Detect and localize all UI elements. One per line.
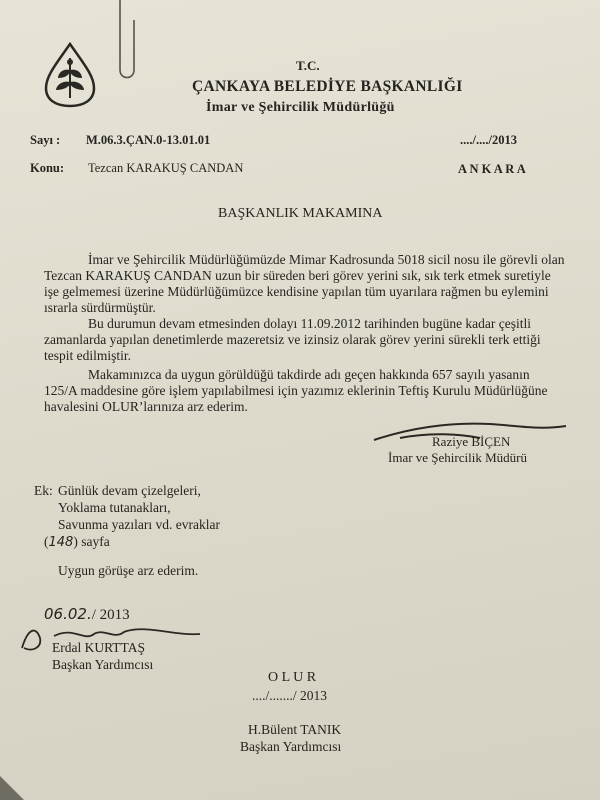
paragraph-3-line-3: havalesini OLUR’larınıza arz ederim. <box>44 399 248 414</box>
attachment-count-handwritten: 148 <box>48 535 74 550</box>
attachments-label: Ek: <box>34 483 53 498</box>
signer2-date-year: / 2013 <box>91 607 130 623</box>
attachment-item-3: Savunma yazıları vd. evraklar <box>58 517 220 532</box>
header-municipality: ÇANKAYA BELEDİYE BAŞKANLIĞI <box>192 78 463 95</box>
attachment-item-1: Günlük devam çizelgeleri, <box>58 483 201 498</box>
city: A N K A R A <box>458 162 526 176</box>
municipality-logo <box>40 40 100 110</box>
paragraph-2-line-3: tespit edilmiştir. <box>44 348 131 363</box>
paragraph-2-line-1: Bu durumun devam etmesinden dolayı 11.09.2012 tarihinden bugüne kadar çeşitli <box>88 316 532 331</box>
paragraph-1-line-3: işe gelmemesi üzerine Müdürlüğümüzce kendisine yapılan tüm uyarılara rağmen bu eylemini <box>44 284 549 299</box>
signer1-name: Raziye BİÇEN <box>432 434 511 449</box>
sayi-value: M.06.3.ÇAN.0-13.01.01 <box>86 133 211 147</box>
header-tc: T.C. <box>296 58 320 73</box>
attachment-count-suffix: sayfa <box>81 534 110 549</box>
olur-date: ..../......./ 2013 <box>252 688 328 703</box>
sayi-label: Sayı : <box>30 133 61 147</box>
signer2-name: Erdal KURTTAŞ <box>52 640 145 655</box>
konu-value: Tezcan KARAKUŞ CANDAN <box>88 161 244 175</box>
attachment-count-line: (148) sayfa <box>44 534 110 550</box>
paper-clip-icon <box>112 0 142 90</box>
signer3-name: H.Bülent TANIK <box>248 722 342 737</box>
paragraph-3-line-1: Makamınızca da uygun görüldüğü takdirde adı geçen hakkında 657 sayılı yasanın <box>88 367 530 382</box>
signer3-title: Başkan Yardımcısı <box>240 739 342 754</box>
paragraph-1-line-1: İmar ve Şehircilik Müdürlüğümüzde Mimar Kadrosunda 5018 sicil nosu ile görevli olan <box>88 252 565 267</box>
addressee: BAŞKANLIK MAKAMINA <box>218 206 383 221</box>
paragraph-2-line-2: zamanlarda yapılan denetimlerde mazeretsiz ve izinsiz olarak görev yerini sürekli terk ettiği <box>44 332 541 347</box>
paragraph-1-line-4: ısrarla sürdürmüştür. <box>44 300 156 315</box>
signer2-date-handwritten: 06.02. <box>44 605 92 623</box>
approval-request: Uygun görüşe arz ederim. <box>58 563 199 578</box>
attachment-item-2: Yoklama tutanakları, <box>58 500 171 515</box>
signer1-title: İmar ve Şehircilik Müdürü <box>388 450 527 465</box>
document-date: ..../..../2013 <box>460 133 517 147</box>
konu-label: Konu: <box>30 161 65 175</box>
olur-label: O L U R <box>268 670 317 685</box>
signer2-title: Başkan Yardımcısı <box>52 657 154 672</box>
paragraph-3-line-2: 125/A maddesine göre işlem yapılabilmesi için yazımız eklerinin Teftiş Kurulu Müdürlüğüne <box>44 383 548 398</box>
paragraph-1-line-2: Tezcan KARAKUŞ CANDAN uzun bir süreden beri görev yerini sık, sık terk etmek suretiyle <box>44 268 551 283</box>
header-department: İmar ve Şehircilik Müdürlüğü <box>206 100 395 115</box>
